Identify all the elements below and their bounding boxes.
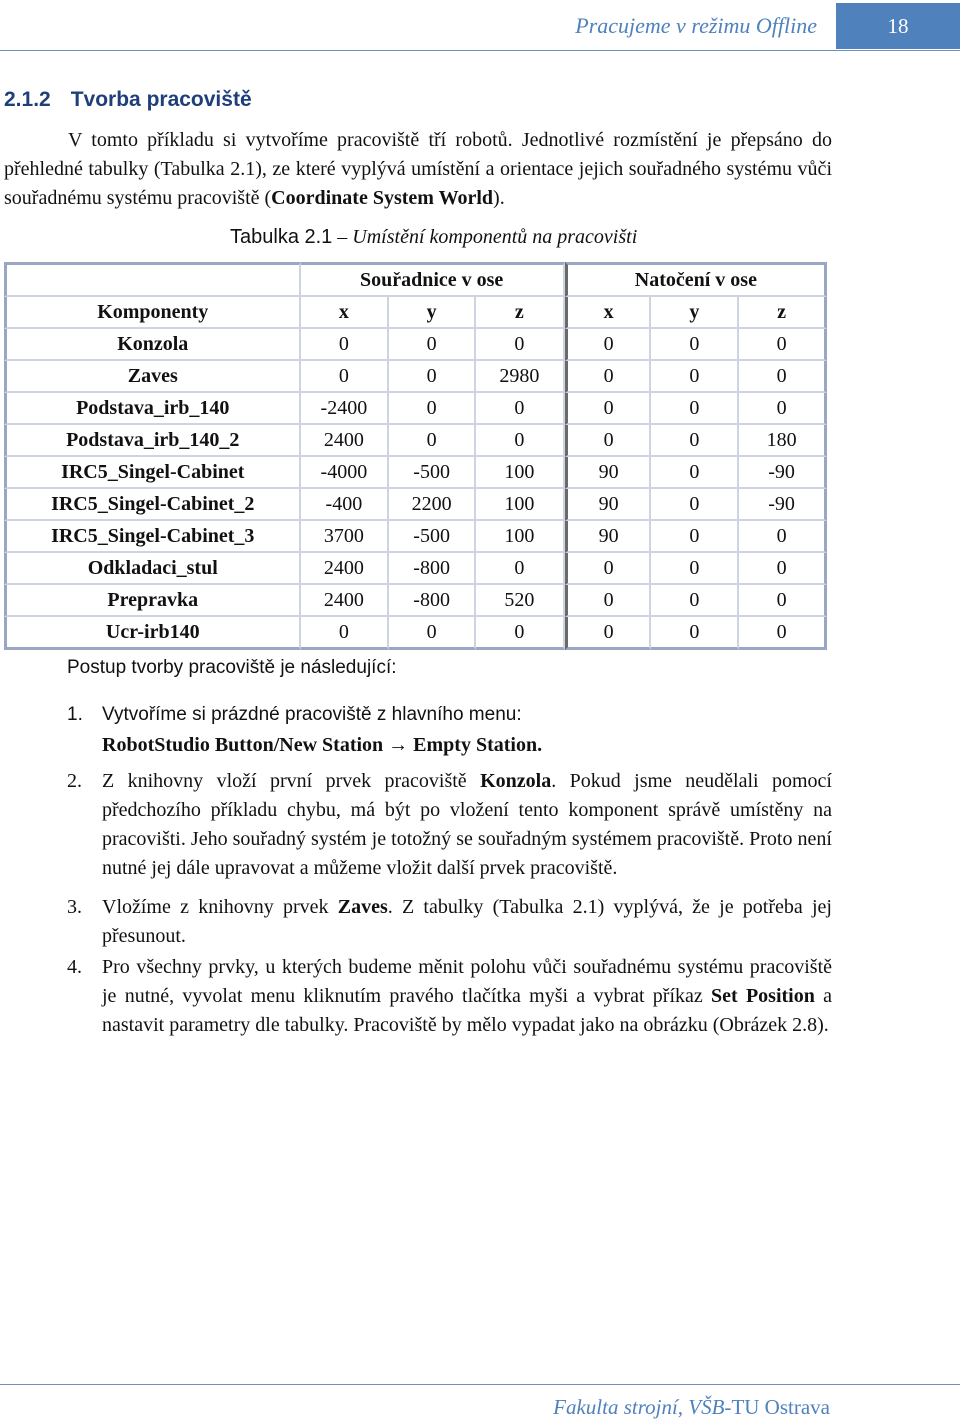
group-rotation-header: Natočení v ose — [565, 262, 827, 297]
value-cell: 0 — [301, 361, 390, 393]
value-cell: -2400 — [301, 393, 390, 425]
value-cell: 0 — [476, 425, 565, 457]
value-cell: 2400 — [301, 585, 390, 617]
value-cell: -500 — [389, 521, 476, 553]
table-row — [4, 585, 827, 617]
value-cell: 0 — [739, 617, 827, 650]
value-cell: 0 — [565, 329, 652, 361]
value-cell: 90 — [565, 521, 652, 553]
value-cell: 0 — [301, 329, 390, 361]
page-number: 18 — [836, 3, 960, 49]
step-text: . Pokud jsme neudělali pomocí předchozího příkladu chybu, má být po vložení tento komponent správě umístěny na pracovišti. Jeho souřadný systém je totožný se souřadným systémem pracoviště. Proto není nutné jej dále upravovat a můžeme vložit další prvek pracoviště. — [102, 770, 832, 879]
value-cell: 0 — [301, 617, 390, 650]
value-cell: 0 — [389, 361, 476, 393]
footer-divider — [0, 1384, 960, 1385]
value-cell: 0 — [651, 457, 739, 489]
value-cell: 0 — [389, 393, 476, 425]
value-cell: -4000 — [301, 457, 390, 489]
axis-header: z — [476, 297, 565, 329]
value-cell: 0 — [476, 329, 565, 361]
value-cell: 0 — [565, 617, 652, 650]
table-caption — [230, 226, 637, 249]
value-cell: 180 — [739, 425, 827, 457]
component-name-cell: IRC5_Singel-Cabinet_3 — [4, 521, 301, 553]
section-title: Tvorba pracoviště — [70, 88, 252, 111]
value-cell: 100 — [476, 457, 565, 489]
value-cell: -90 — [739, 489, 827, 521]
table-axis-header-row — [4, 297, 827, 329]
step-number: 2. — [67, 770, 82, 792]
value-cell: 0 — [651, 617, 739, 650]
value-cell: 90 — [565, 489, 652, 521]
value-cell: 0 — [739, 585, 827, 617]
steps-title: Postup tvorby pracoviště je následující: — [67, 657, 397, 678]
value-cell: 0 — [739, 361, 827, 393]
step-4 — [67, 953, 832, 1040]
value-cell: -800 — [389, 585, 476, 617]
table-row — [4, 521, 827, 553]
step-number: 3. — [67, 896, 82, 918]
step-text: a nastavit parametry dle tabulky. Pracoviště by mělo vypadat jako na obrázku (Obrázek 2.8). — [102, 985, 832, 1036]
component-column-header: Komponenty — [4, 297, 301, 329]
step-text: Z knihovny vloží první prvek pracoviště — [102, 770, 481, 792]
page-footer — [553, 1395, 830, 1420]
group-position-header: Souřadnice v ose — [301, 262, 565, 297]
value-cell: 0 — [389, 329, 476, 361]
value-cell: 0 — [565, 361, 652, 393]
step-text: Vytvoříme si prázdné pracoviště z hlavního menu: — [102, 704, 522, 725]
menu-command: RobotStudio Button/New Station → Empty Station. — [102, 734, 543, 756]
step-text: Pro všechny prvky, u kterých budeme měnit polohu vůči souřadnému systému pracoviště je nutné, vyvolat menu kliknutím pravého tlačítka myši a vybrat příkaz — [102, 956, 832, 1007]
intro-text-1: V tomto příkladu si vytvoříme pracoviště tří robotů. Jednotlivé rozmístění je přepsáno do přehledné tabulky (Tabulka 2.1), ze které vyplývá umístění a orientace jejich souřadného systému vůči souřadnému systému pracoviště ( — [4, 129, 832, 209]
component-name-cell: Odkladaci_stul — [4, 553, 301, 585]
component-name-cell: IRC5_Singel-Cabinet — [4, 457, 301, 489]
component-name-cell: Prepravka — [4, 585, 301, 617]
value-cell: 100 — [476, 521, 565, 553]
value-cell: 0 — [476, 393, 565, 425]
component-name-cell: Zaves — [4, 361, 301, 393]
value-cell: 3700 — [301, 521, 390, 553]
table-row — [4, 329, 827, 361]
intro-paragraph — [4, 126, 832, 213]
intro-text-2: ). — [493, 187, 505, 209]
section-number: 2.1.2 — [4, 88, 51, 111]
component-name-cell: Konzola — [4, 329, 301, 361]
value-cell: 520 — [476, 585, 565, 617]
axis-header: x — [301, 297, 390, 329]
empty-header-cell — [4, 262, 301, 297]
value-cell: -500 — [389, 457, 476, 489]
value-cell: 2200 — [389, 489, 476, 521]
table-row — [4, 457, 827, 489]
value-cell: 0 — [739, 393, 827, 425]
step-bold: Set Position — [711, 985, 815, 1007]
step-bold: Zaves — [337, 896, 388, 918]
table-body — [4, 329, 827, 650]
value-cell: 0 — [565, 553, 652, 585]
value-cell: 0 — [389, 617, 476, 650]
component-name-cell: Ucr-irb140 — [4, 617, 301, 650]
value-cell: 0 — [565, 393, 652, 425]
header-divider — [0, 50, 960, 51]
value-cell: 2400 — [301, 425, 390, 457]
value-cell: -400 — [301, 489, 390, 521]
step-text: Vložíme z knihovny prvek — [102, 896, 338, 918]
table-row — [4, 553, 827, 585]
value-cell: 90 — [565, 457, 652, 489]
coordinates-table — [4, 262, 827, 650]
table-row — [4, 393, 827, 425]
value-cell: 0 — [651, 361, 739, 393]
axis-header: z — [739, 297, 827, 329]
footer-university: TU Ostrava — [731, 1395, 830, 1419]
value-cell: 2400 — [301, 553, 390, 585]
axis-header: y — [389, 297, 476, 329]
section-heading — [4, 88, 252, 112]
step-text: . Z tabulky (Tabulka 2.1) vyplývá, že je potřeba jej přesunout. — [102, 896, 832, 947]
table-row — [4, 617, 827, 650]
step-number: 4. — [67, 956, 82, 978]
table-row — [4, 425, 827, 457]
axis-header: y — [651, 297, 739, 329]
table-row — [4, 361, 827, 393]
value-cell: 0 — [651, 489, 739, 521]
value-cell: 0 — [739, 521, 827, 553]
axis-header: x — [565, 297, 652, 329]
footer-faculty: Fakulta strojní, VŠB- — [553, 1395, 732, 1419]
value-cell: -90 — [739, 457, 827, 489]
value-cell: 0 — [651, 585, 739, 617]
value-cell: 0 — [476, 553, 565, 585]
value-cell: 0 — [389, 425, 476, 457]
intro-bold: Coordinate System World — [271, 187, 494, 209]
step-number: 1. — [67, 704, 83, 725]
value-cell: 0 — [651, 521, 739, 553]
value-cell: 0 — [565, 425, 652, 457]
value-cell: 0 — [739, 329, 827, 361]
table-group-header-row — [4, 262, 827, 297]
step-bold: Konzola — [480, 770, 552, 792]
value-cell: 0 — [739, 553, 827, 585]
value-cell: 2980 — [476, 361, 565, 393]
table-row — [4, 489, 827, 521]
step-1 — [67, 700, 832, 760]
value-cell: 0 — [565, 585, 652, 617]
component-name-cell: Podstava_irb_140 — [4, 393, 301, 425]
value-cell: 100 — [476, 489, 565, 521]
value-cell: 0 — [476, 617, 565, 650]
value-cell: 0 — [651, 425, 739, 457]
step-3 — [67, 893, 832, 951]
value-cell: -800 — [389, 553, 476, 585]
step-2 — [67, 767, 832, 883]
value-cell: 0 — [651, 393, 739, 425]
header-title: Pracujeme v režimu Offline — [575, 13, 817, 38]
caption-text: – Umístění komponentů na pracovišti — [332, 226, 638, 248]
value-cell: 0 — [651, 553, 739, 585]
value-cell: 0 — [651, 329, 739, 361]
component-name-cell: Podstava_irb_140_2 — [4, 425, 301, 457]
component-name-cell: IRC5_Singel-Cabinet_2 — [4, 489, 301, 521]
caption-label: Tabulka 2.1 — [230, 226, 333, 248]
